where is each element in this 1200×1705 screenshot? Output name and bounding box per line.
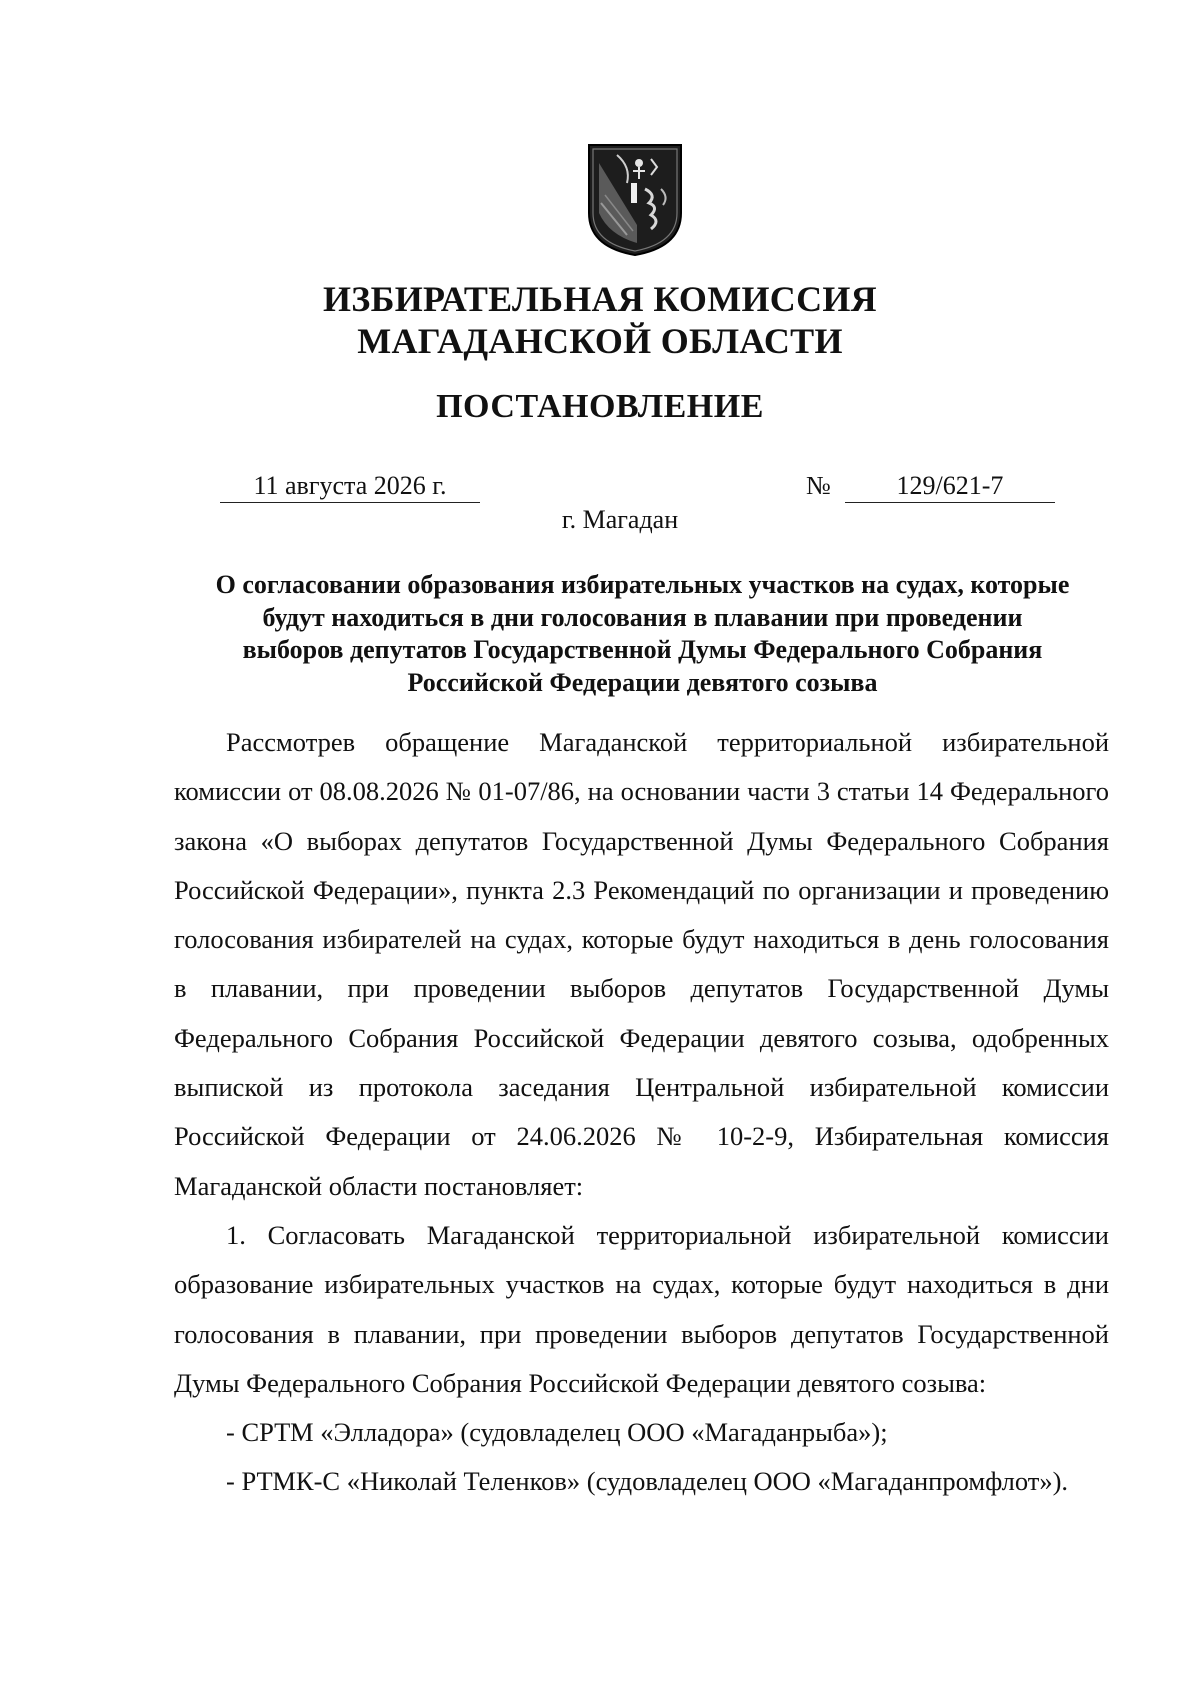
organization-name-line2: МАГАДАНСКОЙ ОБЛАСТИ bbox=[357, 321, 843, 361]
title-line-4: Российской Федерации девятого созыва bbox=[407, 667, 878, 697]
title-line-1: О согласовании образования избирательных участков на судах, которые bbox=[215, 570, 1070, 599]
document-type-heading: ПОСТАНОВЛЕНИЕ bbox=[436, 388, 764, 425]
resolution-item-1: 1. Согласовать Магаданской территориальной избирательной комиссии образование избирательных участков на судах, которые будут находиться в дни голосования в плавании, при проведении выборов депутатов Государственной Думы Федерального Собрания Российской Федерации девятого созыва: bbox=[174, 1219, 1109, 1398]
document-city: г. Магадан bbox=[561, 505, 679, 534]
preamble-paragraph: Рассмотрев обращение Магаданской территориальной избирательной комиссии от 08.08.2026 № 01-07/86, на основании части 3 статьи 14 Федерального закона «О выборах депутатов Государственной Думы Федерального Собрания Российской Федерации», пункта 2.3 Рекомендаций по организации и проведению голосования избирателей на судах, которые будут находиться в день голосования в плавании, при проведении выборов депутатов Государственной Думы Федерального Собрания Российской Федерации девятого созыва, одобренных выпиской из протокола заседания Центральной избирательной комиссии Российской Федерации от 24.06.2026 № 10-2-9, Избирательная комиссия Магаданской области постановляет: bbox=[174, 727, 1109, 1201]
coat-of-arms-emblem bbox=[587, 143, 683, 257]
document-body bbox=[174, 718, 1109, 1507]
document-date: 11 августа 2026 г. bbox=[220, 470, 480, 503]
document-number: 129/621-7 bbox=[845, 470, 1055, 503]
document-title bbox=[160, 569, 1125, 699]
organization-name-line1: ИЗБИРАТЕЛЬНАЯ КОМИССИЯ bbox=[323, 279, 877, 319]
vessel-list-item-2: - РТМК-С «Николай Теленков» (судовладелец ООО «Магаданпромфлот»). bbox=[226, 1466, 1069, 1497]
number-sign: № bbox=[806, 471, 831, 500]
title-line-2: будут находиться в дни голосования в плавании при проведении bbox=[262, 602, 1023, 632]
title-line-3: выборов депутатов Государственной Думы Федерального Собрания bbox=[242, 635, 1043, 664]
vessel-list-item-1: - СРТМ «Элладора» (судовладелец ООО «Магаданрыба»); bbox=[226, 1417, 888, 1448]
